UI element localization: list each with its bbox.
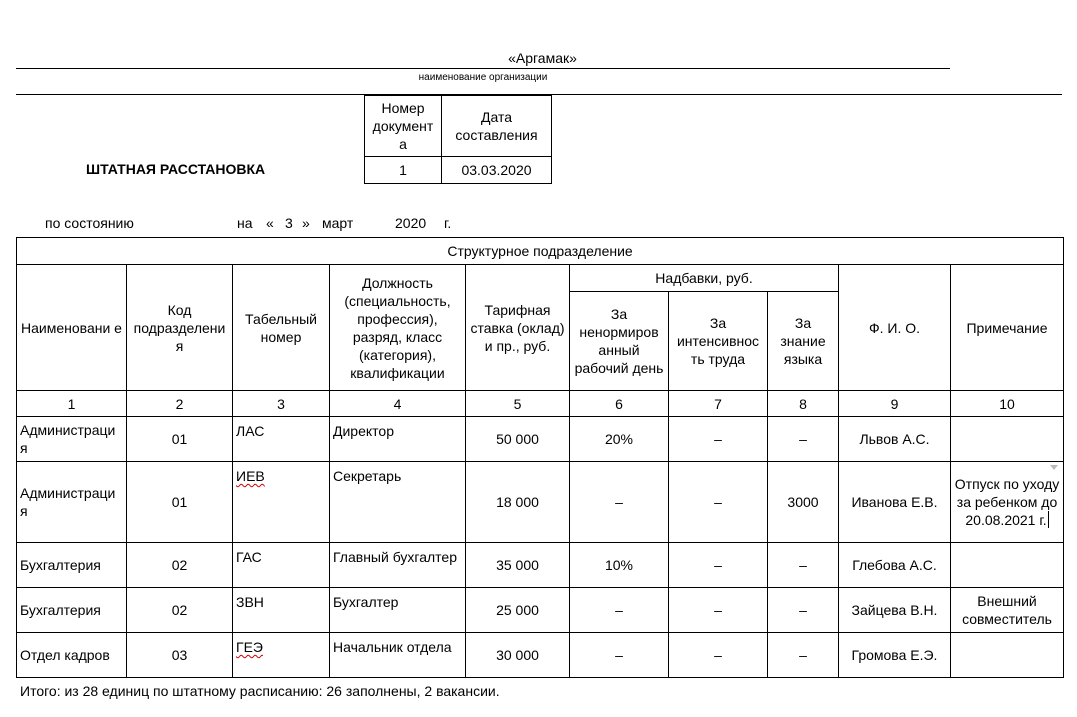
cell-code[interactable]: 02 [127,543,233,588]
cell-code[interactable]: 03 [127,633,233,678]
col-header-note: Примечание [951,265,1064,391]
col-header-bonus-language: За знание языка [768,292,839,391]
col-number: 7 [669,391,768,417]
cell-bonus-hours[interactable]: – [570,462,669,543]
cell-fio[interactable]: Громова Е.Э. [839,633,951,678]
table-row [17,543,1064,588]
cell-fio[interactable]: Зайцева В.Н. [839,588,951,633]
cell-bonus-language[interactable]: – [768,543,839,588]
cell-rate[interactable]: 35 000 [466,543,570,588]
as-of-quote-open: « [266,215,274,231]
cell-note[interactable] [951,633,1064,678]
cell-fio[interactable]: Львов А.С. [839,417,951,462]
cell-bonus-intensity[interactable]: – [669,633,768,678]
text-cursor [1048,511,1049,528]
col-number: 5 [466,391,570,417]
doc-date-header: Дата составления [442,96,552,157]
cell-bonus-language[interactable]: – [768,588,839,633]
org-name: «Аргамак» [508,50,577,66]
cell-bonus-hours[interactable]: 10% [570,543,669,588]
cell-dept[interactable]: Бухгалтерия [17,588,127,633]
cell-code[interactable]: 01 [127,417,233,462]
doc-title: ШТАТНАЯ РАССТАНОВКА [86,161,266,177]
as-of-year[interactable]: 2020 [395,215,427,231]
cell-dept[interactable]: Бухгалтерия [17,543,127,588]
cell-bonus-hours[interactable]: – [570,588,669,633]
cell-bonus-language[interactable]: – [768,417,839,462]
doc-number-value[interactable]: 1 [365,157,442,184]
col-number: 8 [768,391,839,417]
cell-code[interactable]: 02 [127,588,233,633]
org-caption: наименование организации [418,72,548,83]
doc-info-table [364,95,552,184]
col-number: 1 [17,391,127,417]
cell-tab[interactable] [233,633,330,678]
cell-tab[interactable] [233,588,330,633]
cell-rate[interactable]: 25 000 [466,588,570,633]
cell-note[interactable] [951,543,1064,588]
cell-rate[interactable]: 30 000 [466,633,570,678]
cell-tab-text: ЛАС [236,423,265,439]
cell-bonus-intensity[interactable]: – [669,417,768,462]
cell-position[interactable]: Начальник отдела [330,633,466,678]
cell-fio[interactable]: Иванова Е.В. [839,462,951,543]
cell-tab-text: ИЕВ [236,468,265,484]
col-number: 4 [330,391,466,417]
cell-position[interactable]: Секретарь [330,462,466,543]
cell-tab-text: ГЕЭ [236,639,263,655]
as-of-day[interactable]: 3 [285,215,293,231]
cell-dept[interactable]: Отдел кадров [17,633,127,678]
cell-bonus-language[interactable]: 3000 [768,462,839,543]
cell-bonus-hours[interactable]: 20% [570,417,669,462]
cell-note[interactable] [951,417,1064,462]
table-row [17,462,1064,543]
col-number: 10 [951,391,1064,417]
cell-code[interactable]: 01 [127,462,233,543]
as-of-on: на [237,215,253,231]
col-header-bonus-hours: За ненормиров анный рабочий день [570,292,669,391]
cell-rate[interactable]: 50 000 [466,417,570,462]
col-header-code: Код подразделени я [127,265,233,391]
as-of-year-suffix: г. [444,215,452,231]
col-number: 3 [233,391,330,417]
dropdown-arrow-icon[interactable] [1050,465,1058,470]
cell-bonus-hours[interactable]: – [570,633,669,678]
col-number: 9 [839,391,951,417]
cell-position[interactable]: Директор [330,417,466,462]
cell-tab[interactable] [233,543,330,588]
col-header-position: Должность (специальность, профессия), разряд, класс (категория), квалификации [330,265,466,391]
staffing-table [16,237,1064,678]
cell-bonus-language[interactable]: – [768,633,839,678]
as-of-label: по состоянию [45,215,134,231]
col-header-rate: Тарифная ставка (оклад) и пр., руб. [466,265,570,391]
bonus-header: Надбавки, руб. [570,265,839,292]
cell-tab[interactable] [233,417,330,462]
cell-position[interactable]: Бухгалтер [330,588,466,633]
summary-text: Итого: из 28 единиц по штатному расписанию: 26 заполнены, 2 вакансии. [20,683,500,699]
cell-position[interactable]: Главный бухгалтер [330,543,466,588]
cell-tab[interactable] [233,462,330,543]
doc-number-header: Номер документ а [365,96,442,157]
table-row [17,588,1064,633]
as-of-quote-close: » [302,215,310,231]
cell-bonus-intensity[interactable]: – [669,588,768,633]
cell-note[interactable]: Внешний совместитель [951,588,1064,633]
doc-date-value[interactable]: 03.03.2020 [442,157,552,184]
col-header-fio: Ф. И. О. [839,265,951,391]
cell-fio[interactable]: Глебова А.С. [839,543,951,588]
as-of-month[interactable]: март [322,215,354,231]
table-row [17,417,1064,462]
cell-rate[interactable]: 18 000 [466,462,570,543]
cell-dept[interactable]: Администраци я [17,417,127,462]
cell-note-text: Отпуск по уходу за ребенком до 20.08.2021 г. [954,476,1060,528]
table-row [17,633,1064,678]
col-number: 2 [127,391,233,417]
org-name-underline [16,68,950,69]
section-header: Структурное подразделение [17,238,1064,265]
col-header-tab: Табельный номер [233,265,330,391]
cell-bonus-intensity[interactable]: – [669,543,768,588]
col-number: 6 [570,391,669,417]
cell-tab-text: ГАС [236,549,262,565]
cell-bonus-intensity[interactable]: – [669,462,768,543]
col-header-dept: Наименовани е [17,265,127,391]
col-header-bonus-intensity: За интенсивнос ть труда [669,292,768,391]
cell-note-active[interactable] [951,462,1064,543]
cell-tab-text: ЗВН [236,594,264,610]
cell-dept[interactable]: Администраци я [17,462,127,543]
